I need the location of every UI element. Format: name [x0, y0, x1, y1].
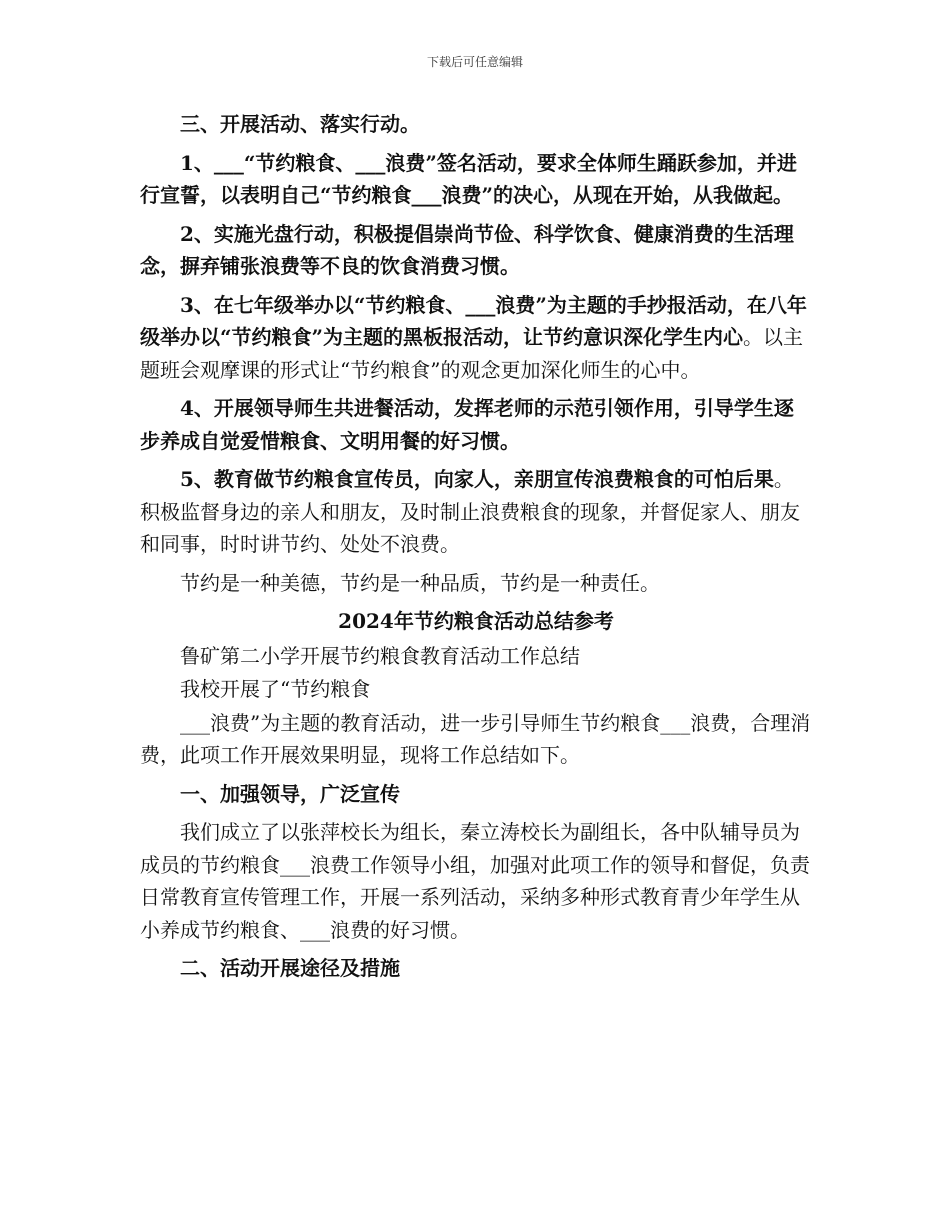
item-5-regular-text: 。积极监督身边的亲人和朋友，及时制止浪费粮食的现象，并督促家人、朋友和同事，时时讲节约、处处不浪费。 [140, 467, 800, 556]
summary-title: 2024年节约粮食活动总结参考 [338, 609, 614, 633]
section-heading-3: 三、开展活动、落实行动。 [180, 112, 420, 136]
item-1: 1、___“节约粮食、___浪费”签名活动，要求全体师生踊跃参加，并进行宣誓，以表明自己“节约粮食___浪费”的决心，从现在开始，从我做起。 [140, 150, 797, 207]
item-5 [140, 463, 812, 561]
summary-heading-2: 二、活动开展途径及措施 [180, 956, 400, 980]
document-body [140, 108, 812, 991]
page-header-note: 下载后可任意编辑 [426, 55, 523, 69]
summary-intro-line-1: 我校开展了“节约粮食 [180, 677, 371, 701]
summary-paragraph-1: 我们成立了以张萍校长为组长，秦立涛校长为副组长，各中队辅导员为成员的节约粮食___浪费工作领导小组，加强对此项工作的领导和督促，负责日常教育宣传管理工作，开展一系列活动，采纳多种形式教育青少年学生从小养成节约粮食、___浪费的好习惯。 [140, 820, 810, 942]
summary-heading-1: 一、加强领导，广泛宣传 [180, 781, 400, 806]
summary-intro-line-2: ___浪费”为主题的教育活动，进一步引导师生节约粮食___浪费，合理消费，此项工作开展效果明显，现将工作总结如下。 [140, 710, 811, 767]
item-4: 4、开展领导师生共进餐活动，发挥老师的示范引领作用，引导学生逐步养成自觉爱惜粮食、文明用餐的好习惯。 [140, 396, 794, 453]
item-3 [140, 289, 812, 387]
item-3-regular-text: 。以主题班会观摩课的形式让“节约粮食”的观念更加深化师生的心中。 [140, 325, 804, 382]
item-3-bold-text: 3、在七年级举办以“节约粮食、___浪费”为主题的手抄报活动，在八年级举办以“节约粮食”为主题的黑板报活动，让节约意识深化学生内心 [140, 292, 807, 349]
closing-line: 节约是一种美德，节约是一种品质，节约是一种责任。 [180, 570, 660, 595]
item-5-bold-text: 5、教育做节约粮食宣传员，向家人，亲朋宣传浪费粮食的可怕后果 [180, 467, 774, 491]
item-2: 2、实施光盘行动，积极提倡崇尚节俭、科学饮食、健康消费的生活理念，摒弃铺张浪费等不良的饮食消费习惯。 [140, 221, 794, 278]
summary-subtitle: 鲁矿第二小学开展节约粮食教育活动工作总结 [180, 643, 580, 668]
